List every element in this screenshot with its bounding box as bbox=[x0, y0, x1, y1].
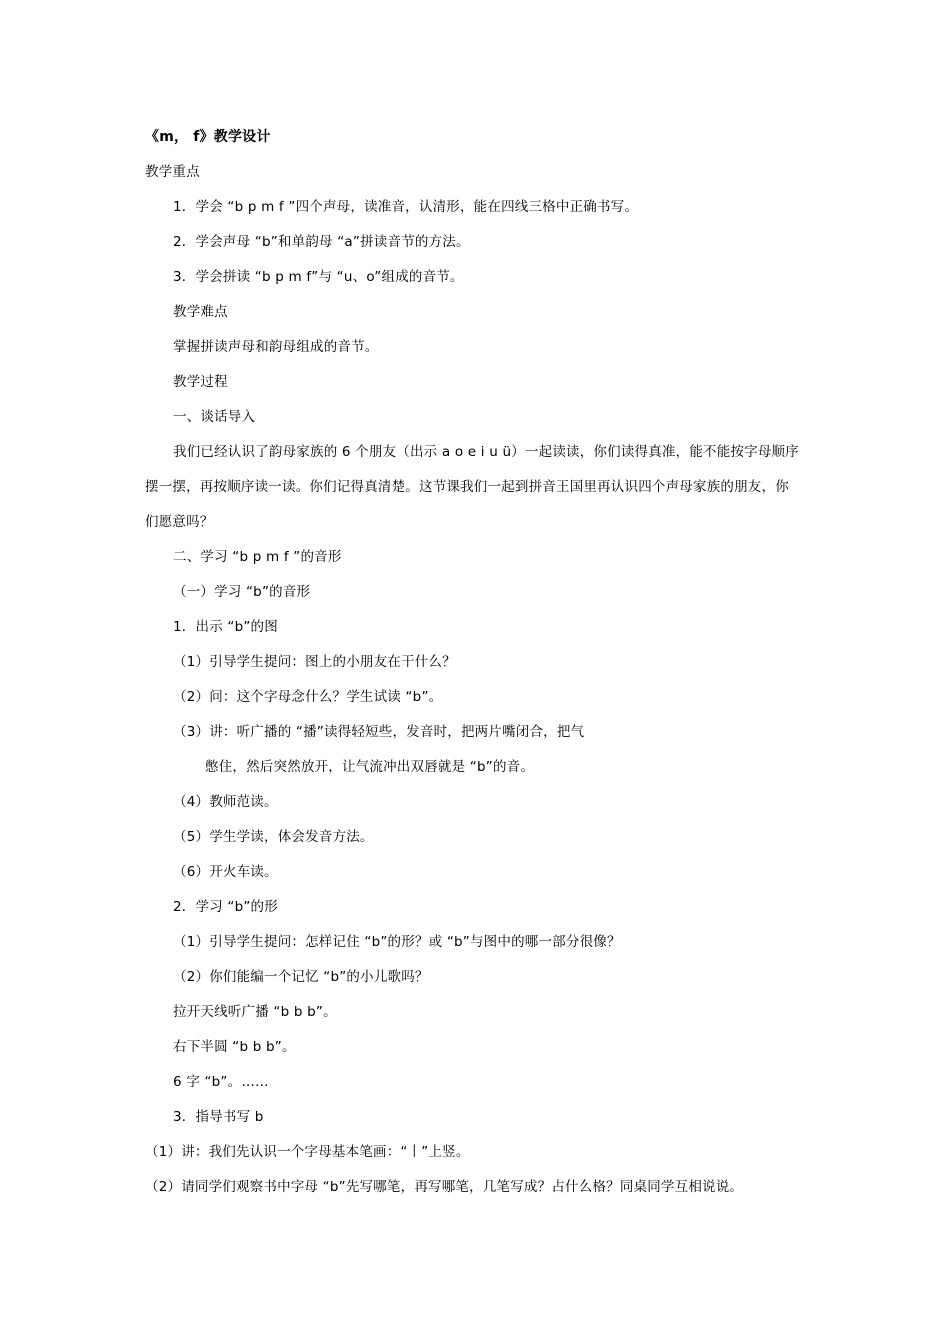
paragraph: （2）问：这个字母念什么？学生试读 “b”。 bbox=[173, 689, 443, 705]
paragraph: 2．学习 “b”的形 bbox=[173, 899, 278, 915]
paragraph: 3．学会拼读 “b p m f”与 “u、o”组成的音节。 bbox=[173, 269, 464, 285]
subsection-heading: （一）学习 “b”的音形 bbox=[173, 584, 311, 600]
paragraph: 右下半圆 “b b b”。 bbox=[173, 1039, 296, 1055]
section-heading-difficulties: 教学难点 bbox=[173, 304, 228, 320]
paragraph: 们愿意吗？ bbox=[145, 514, 214, 530]
paragraph: 拉开天线听广播 “b b b”。 bbox=[173, 1004, 337, 1020]
paragraph: （4）教师范读。 bbox=[173, 794, 278, 810]
paragraph: 2．学会声母 “b”和单韵母 “a”拼读音节的方法。 bbox=[173, 234, 470, 250]
section-heading-learn-bpmf: 二、学习 “b p m f ”的音形 bbox=[173, 549, 342, 565]
paragraph: （2）请同学们观察书中字母 “b”先写哪笔，再写哪笔，几笔写成？占什么格？同桌同学互相说说。 bbox=[145, 1179, 744, 1195]
section-heading-key-points: 教学重点 bbox=[145, 164, 200, 180]
section-heading-process: 教学过程 bbox=[173, 374, 228, 390]
paragraph: 摆一摆，再按顺序读一读。你们记得真清楚。这节课我们一起到拼音王国里再认识四个声母家族的朋友，你 bbox=[145, 479, 789, 495]
paragraph: （6）开火车读。 bbox=[173, 864, 278, 880]
paragraph: （5）学生学读，体会发音方法。 bbox=[173, 829, 374, 845]
paragraph: （2）你们能编一个记忆 “b”的小儿歌吗？ bbox=[173, 969, 429, 985]
paragraph: （1）引导学生提问：图上的小朋友在干什么？ bbox=[173, 654, 456, 670]
paragraph: 3．指导书写 b bbox=[173, 1109, 264, 1125]
paragraph: 我们已经认识了韵母家族的 6 个朋友（出示 a o e i u ü）一起读读，你们读得真准，能不能按字母顺序 bbox=[173, 444, 799, 460]
paragraph: 憋住，然后突然放开，让气流冲出双唇就是 “b”的音。 bbox=[205, 759, 535, 775]
paragraph: 掌握拼读声母和韵母组成的音节。 bbox=[173, 339, 379, 355]
section-heading-intro: 一、谈话导入 bbox=[173, 409, 256, 425]
paragraph: 6 字 “b”。…… bbox=[173, 1074, 269, 1090]
paragraph: 1．出示 “b”的图 bbox=[173, 619, 278, 635]
paragraph: （1）讲：我们先认识一个字母基本笔画：“丨”上竖。 bbox=[145, 1144, 470, 1160]
document-title: 《m， f》教学设计 bbox=[145, 129, 271, 145]
paragraph: 1．学会 “b p m f ”四个声母，读准音，认清形，能在四线三格中正确书写。 bbox=[173, 199, 639, 215]
paragraph: （3）讲：听广播的 “播”读得轻短些，发音时，把两片嘴闭合，把气 bbox=[173, 724, 585, 740]
paragraph: （1）引导学生提问：怎样记住 “b”的形？或 “b”与图中的哪一部分很像？ bbox=[173, 934, 621, 950]
